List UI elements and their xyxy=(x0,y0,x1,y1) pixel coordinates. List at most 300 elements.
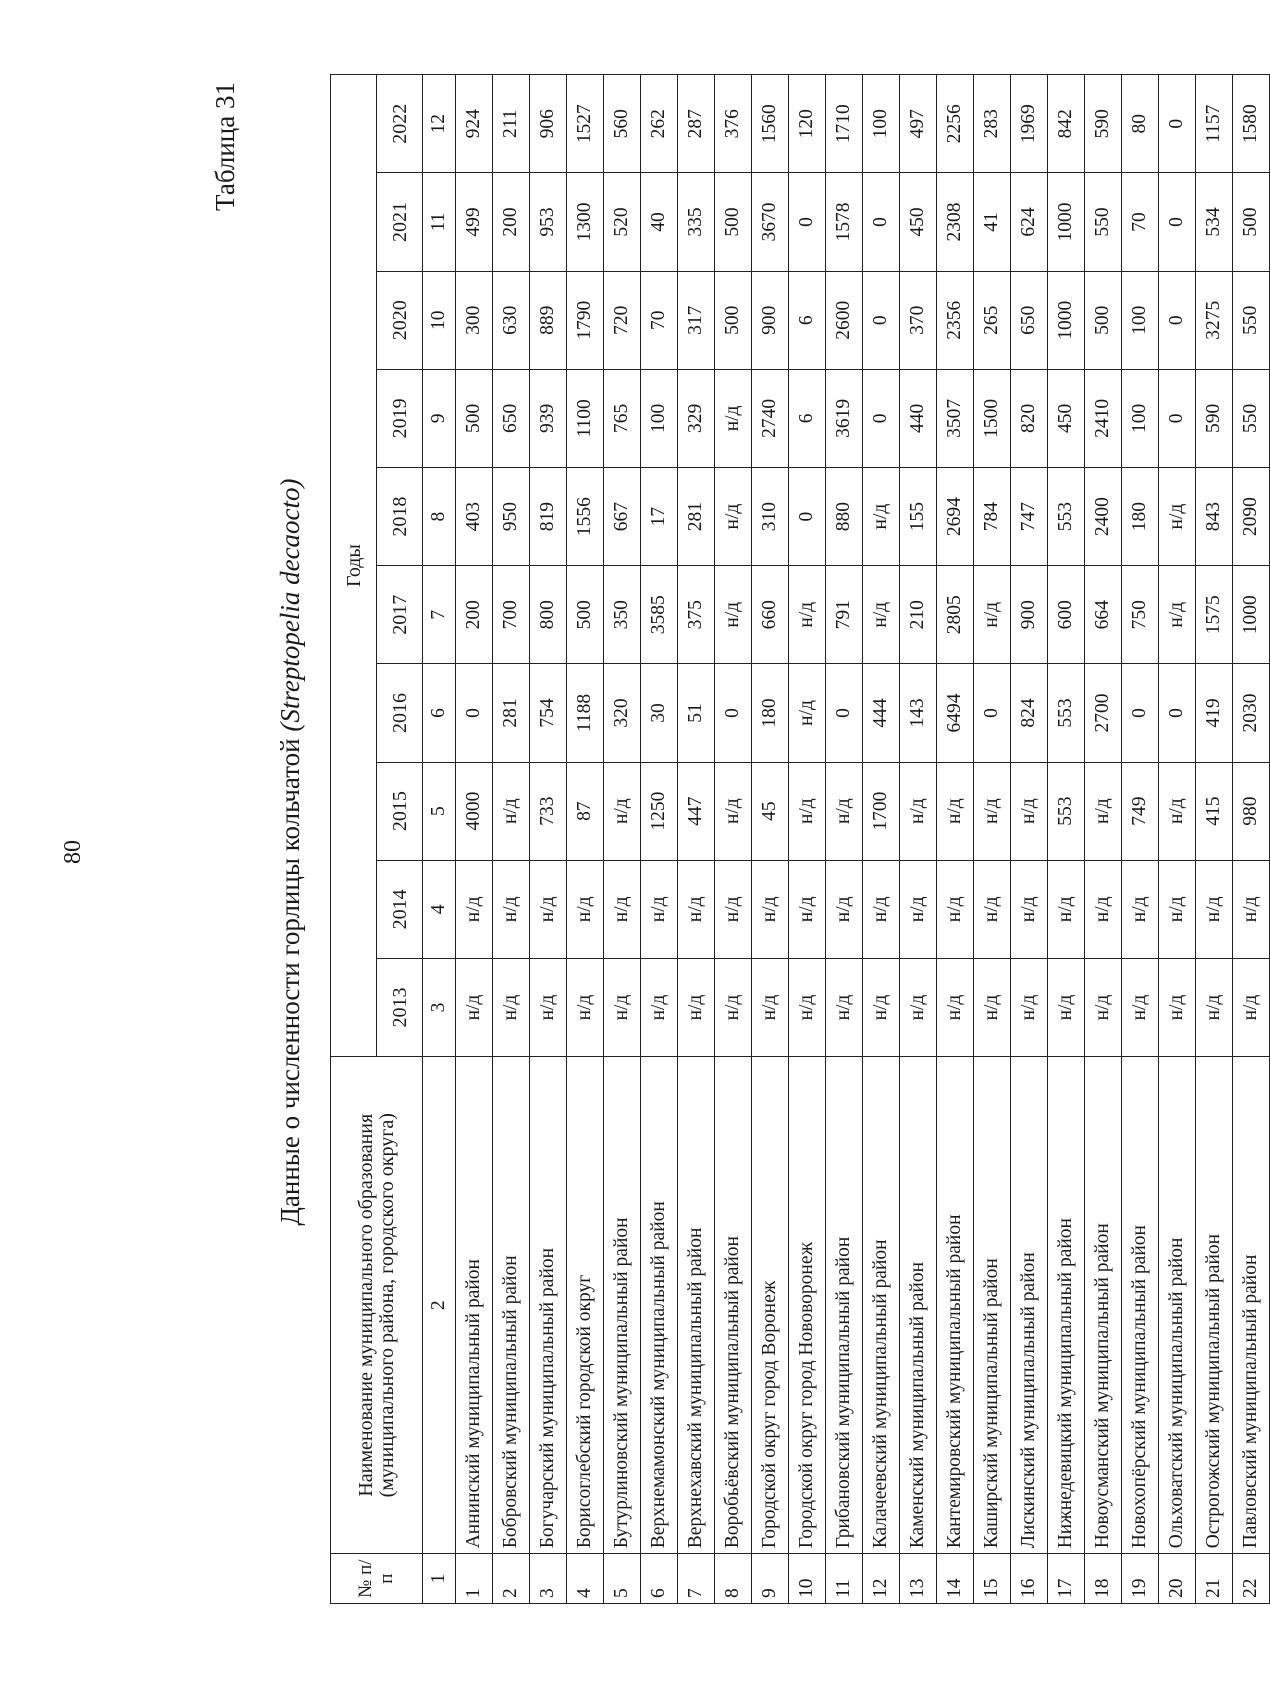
value-cell: н/д xyxy=(826,762,863,860)
table-body xyxy=(423,75,1270,1604)
value-cell: 950 xyxy=(493,468,530,566)
value-cell: 900 xyxy=(752,271,789,369)
value-cell: 520 xyxy=(604,173,641,271)
table-title xyxy=(275,60,306,1644)
value-cell: 791 xyxy=(826,566,863,664)
row-number-cell: 9 xyxy=(752,1554,789,1604)
value-cell: 2256 xyxy=(937,75,974,173)
value-cell: 750 xyxy=(1122,566,1159,664)
value-cell: 500 xyxy=(456,369,493,467)
table-header-row xyxy=(331,75,377,1604)
value-cell: 329 xyxy=(678,369,715,467)
row-number-cell: 16 xyxy=(1011,1554,1048,1604)
value-cell: 51 xyxy=(678,664,715,762)
value-cell: 419 xyxy=(1196,664,1233,762)
header-year: 2019 xyxy=(377,369,423,467)
value-cell: 3670 xyxy=(752,173,789,271)
value-cell: 630 xyxy=(493,271,530,369)
value-cell: 370 xyxy=(900,271,937,369)
table-row xyxy=(1196,75,1233,1604)
value-cell: 120 xyxy=(789,75,826,173)
row-number-cell: 3 xyxy=(530,1554,567,1604)
value-cell: 155 xyxy=(900,468,937,566)
municipality-name-cell: Нижнедевицкий муниципальный район xyxy=(1048,1057,1085,1554)
value-cell: н/д xyxy=(456,860,493,958)
value-cell: 450 xyxy=(900,173,937,271)
table-row xyxy=(604,75,641,1604)
value-cell: 800 xyxy=(530,566,567,664)
column-number-cell: 1 xyxy=(423,1554,456,1604)
value-cell: н/д xyxy=(974,958,1011,1056)
value-cell: 700 xyxy=(493,566,530,664)
value-cell: 287 xyxy=(678,75,715,173)
value-cell: 415 xyxy=(1196,762,1233,860)
value-cell: 403 xyxy=(456,468,493,566)
value-cell: 6 xyxy=(789,271,826,369)
value-cell: 553 xyxy=(1048,468,1085,566)
value-cell: н/д xyxy=(1233,860,1270,958)
value-cell: н/д xyxy=(1011,958,1048,1056)
value-cell: 553 xyxy=(1048,664,1085,762)
value-cell: 100 xyxy=(1122,369,1159,467)
value-cell: 376 xyxy=(715,75,752,173)
value-cell: 375 xyxy=(678,566,715,664)
value-cell: 0 xyxy=(863,271,900,369)
rotated-page-content xyxy=(60,60,1262,1644)
municipality-name-cell: Верхнехавский муниципальный район xyxy=(678,1057,715,1554)
value-cell: 262 xyxy=(641,75,678,173)
municipality-name-cell: Калачеевский муниципальный район xyxy=(863,1057,900,1554)
row-number-cell: 8 xyxy=(715,1554,752,1604)
municipality-name-cell: Павловский муниципальный район xyxy=(1233,1057,1270,1554)
municipality-name-cell: Городской округ город Воронеж xyxy=(752,1057,789,1554)
value-cell: н/д xyxy=(678,958,715,1056)
municipality-name-cell: Бутурлиновский муниципальный район xyxy=(604,1057,641,1554)
municipality-name-cell: Кантемировский муниципальный район xyxy=(937,1057,974,1554)
value-cell: н/д xyxy=(1122,958,1159,1056)
value-cell: 1157 xyxy=(1196,75,1233,173)
value-cell: 1969 xyxy=(1011,75,1048,173)
value-cell: 0 xyxy=(715,664,752,762)
value-cell: 0 xyxy=(456,664,493,762)
value-cell: 211 xyxy=(493,75,530,173)
value-cell: 444 xyxy=(863,664,900,762)
column-number-cell: 10 xyxy=(423,271,456,369)
value-cell: н/д xyxy=(604,958,641,1056)
value-cell: 281 xyxy=(678,468,715,566)
table-title-latin: (Streptopelia decaocto) xyxy=(275,478,305,732)
value-cell: 2694 xyxy=(937,468,974,566)
value-cell: н/д xyxy=(826,860,863,958)
value-cell: 180 xyxy=(1122,468,1159,566)
value-cell: 200 xyxy=(456,566,493,664)
row-number-cell: 7 xyxy=(678,1554,715,1604)
value-cell: 2805 xyxy=(937,566,974,664)
header-row-number: № п/п xyxy=(331,1554,423,1604)
value-cell: н/д xyxy=(567,958,604,1056)
value-cell: н/д xyxy=(493,860,530,958)
value-cell: н/д xyxy=(641,860,678,958)
value-cell: 2400 xyxy=(1085,468,1122,566)
value-cell: 1710 xyxy=(826,75,863,173)
value-cell: 100 xyxy=(1122,271,1159,369)
value-cell: 70 xyxy=(1122,173,1159,271)
table-row xyxy=(493,75,530,1604)
value-cell: 70 xyxy=(641,271,678,369)
value-cell: н/д xyxy=(937,762,974,860)
value-cell: 500 xyxy=(1233,173,1270,271)
value-cell: 1560 xyxy=(752,75,789,173)
municipality-name-cell: Острогожский муниципальный район xyxy=(1196,1057,1233,1554)
value-cell: 553 xyxy=(1048,762,1085,860)
value-cell: н/д xyxy=(789,860,826,958)
municipality-name-cell: Лискинский муниципальный район xyxy=(1011,1057,1048,1554)
row-number-cell: 5 xyxy=(604,1554,641,1604)
row-number-cell: 2 xyxy=(493,1554,530,1604)
value-cell: н/д xyxy=(715,566,752,664)
value-cell: 281 xyxy=(493,664,530,762)
value-cell: 843 xyxy=(1196,468,1233,566)
table-row xyxy=(567,75,604,1604)
value-cell: н/д xyxy=(937,860,974,958)
value-cell: 0 xyxy=(789,173,826,271)
value-cell: 0 xyxy=(789,468,826,566)
table-row xyxy=(1122,75,1159,1604)
value-cell: н/д xyxy=(863,566,900,664)
value-cell: 17 xyxy=(641,468,678,566)
municipality-name-cell: Богучарский муниципальный район xyxy=(530,1057,567,1554)
value-cell: 3507 xyxy=(937,369,974,467)
value-cell: н/д xyxy=(752,958,789,1056)
value-cell: 87 xyxy=(567,762,604,860)
value-cell: н/д xyxy=(1159,860,1196,958)
municipality-name-cell: Городской округ город Нововоронеж xyxy=(789,1057,826,1554)
row-number-cell: 14 xyxy=(937,1554,974,1604)
value-cell: 1580 xyxy=(1233,75,1270,173)
header-year: 2018 xyxy=(377,468,423,566)
row-number-cell: 11 xyxy=(826,1554,863,1604)
value-cell: 820 xyxy=(1011,369,1048,467)
column-number-cell: 2 xyxy=(423,1057,456,1554)
value-cell: н/д xyxy=(641,958,678,1056)
value-cell: 41 xyxy=(974,173,1011,271)
column-number-cell: 6 xyxy=(423,664,456,762)
value-cell: н/д xyxy=(1159,958,1196,1056)
value-cell: 560 xyxy=(604,75,641,173)
municipality-name-cell: Каширский муниципальный район xyxy=(974,1057,1011,1554)
table-row xyxy=(530,75,567,1604)
row-number-cell: 17 xyxy=(1048,1554,1085,1604)
value-cell: н/д xyxy=(1048,860,1085,958)
value-cell: 550 xyxy=(1085,173,1122,271)
value-cell: н/д xyxy=(900,860,937,958)
value-cell: 100 xyxy=(863,75,900,173)
value-cell: 447 xyxy=(678,762,715,860)
value-cell: н/д xyxy=(1011,860,1048,958)
value-cell: 906 xyxy=(530,75,567,173)
row-number-cell: 15 xyxy=(974,1554,1011,1604)
value-cell: н/д xyxy=(863,468,900,566)
municipality-name-cell: Бобровский муниципальный район xyxy=(493,1057,530,1554)
municipality-name-cell: Грибановский муниципальный район xyxy=(826,1057,863,1554)
value-cell: 819 xyxy=(530,468,567,566)
value-cell: 300 xyxy=(456,271,493,369)
row-number-cell: 6 xyxy=(641,1554,678,1604)
value-cell: 0 xyxy=(1159,664,1196,762)
value-cell: 550 xyxy=(1233,271,1270,369)
header-year: 2013 xyxy=(377,958,423,1056)
value-cell: 1000 xyxy=(1048,271,1085,369)
header-years: Годы xyxy=(331,75,377,1057)
value-cell: 4000 xyxy=(456,762,493,860)
municipality-name-cell: Верхнемамонский муниципальный район xyxy=(641,1057,678,1554)
value-cell: 80 xyxy=(1122,75,1159,173)
value-cell: н/д xyxy=(789,762,826,860)
value-cell: 0 xyxy=(863,173,900,271)
value-cell: 0 xyxy=(1159,369,1196,467)
value-cell: 1500 xyxy=(974,369,1011,467)
value-cell: 900 xyxy=(1011,566,1048,664)
value-cell: 1100 xyxy=(567,369,604,467)
table-row xyxy=(1048,75,1085,1604)
value-cell: 0 xyxy=(863,369,900,467)
value-cell: 590 xyxy=(1085,75,1122,173)
value-cell: 3585 xyxy=(641,566,678,664)
table-row xyxy=(1085,75,1122,1604)
value-cell: 143 xyxy=(900,664,937,762)
value-cell: 317 xyxy=(678,271,715,369)
value-cell: н/д xyxy=(1048,958,1085,1056)
value-cell: 534 xyxy=(1196,173,1233,271)
value-cell: 2090 xyxy=(1233,468,1270,566)
value-cell: н/д xyxy=(752,860,789,958)
column-number-cell: 3 xyxy=(423,958,456,1056)
value-cell: н/д xyxy=(900,958,937,1056)
row-number-cell: 21 xyxy=(1196,1554,1233,1604)
value-cell: н/д xyxy=(715,762,752,860)
value-cell: 210 xyxy=(900,566,937,664)
value-cell: н/д xyxy=(1085,958,1122,1056)
table-number: Таблица 31 xyxy=(210,82,240,211)
value-cell: 450 xyxy=(1048,369,1085,467)
value-cell: н/д xyxy=(1085,860,1122,958)
value-cell: н/д xyxy=(530,860,567,958)
value-cell: 650 xyxy=(493,369,530,467)
value-cell: 45 xyxy=(752,762,789,860)
header-year: 2017 xyxy=(377,566,423,664)
value-cell: 350 xyxy=(604,566,641,664)
row-number-cell: 18 xyxy=(1085,1554,1122,1604)
table-row xyxy=(1233,75,1270,1604)
row-number-cell: 22 xyxy=(1233,1554,1270,1604)
value-cell: н/д xyxy=(678,860,715,958)
header-year: 2020 xyxy=(377,271,423,369)
municipality-name-cell: Борисоглебский городской округ xyxy=(567,1057,604,1554)
column-number-cell: 12 xyxy=(423,75,456,173)
table-row xyxy=(752,75,789,1604)
value-cell: 2600 xyxy=(826,271,863,369)
municipality-name-cell: Ольховатский муниципальный район xyxy=(1159,1057,1196,1554)
value-cell: н/д xyxy=(863,958,900,1056)
value-cell: н/д xyxy=(1233,958,1270,1056)
value-cell: 40 xyxy=(641,173,678,271)
value-cell: 3619 xyxy=(826,369,863,467)
value-cell: 1527 xyxy=(567,75,604,173)
value-cell: н/д xyxy=(715,860,752,958)
value-cell: 100 xyxy=(641,369,678,467)
value-cell: 720 xyxy=(604,271,641,369)
column-number-cell: 7 xyxy=(423,566,456,664)
column-number-cell: 8 xyxy=(423,468,456,566)
value-cell: 310 xyxy=(752,468,789,566)
value-cell: н/д xyxy=(493,762,530,860)
header-year: 2015 xyxy=(377,762,423,860)
value-cell: н/д xyxy=(789,566,826,664)
value-cell: 1000 xyxy=(1048,173,1085,271)
value-cell: 1578 xyxy=(826,173,863,271)
value-cell: 590 xyxy=(1196,369,1233,467)
value-cell: н/д xyxy=(937,958,974,1056)
value-cell: 2308 xyxy=(937,173,974,271)
value-cell: 0 xyxy=(1159,75,1196,173)
value-cell: 1300 xyxy=(567,173,604,271)
value-cell: 2410 xyxy=(1085,369,1122,467)
value-cell: 660 xyxy=(752,566,789,664)
page-number: 80 xyxy=(60,840,86,864)
municipality-name-cell: Новохопёрский муниципальный район xyxy=(1122,1057,1159,1554)
value-cell: н/д xyxy=(715,958,752,1056)
value-cell: н/д xyxy=(604,860,641,958)
value-cell: н/д xyxy=(974,762,1011,860)
value-cell: 2030 xyxy=(1233,664,1270,762)
municipality-name-cell: Воробьёвский муниципальный район xyxy=(715,1057,752,1554)
value-cell: н/д xyxy=(715,468,752,566)
value-cell: 200 xyxy=(493,173,530,271)
row-number-cell: 20 xyxy=(1159,1554,1196,1604)
value-cell: н/д xyxy=(604,762,641,860)
value-cell: н/д xyxy=(789,664,826,762)
value-cell: н/д xyxy=(530,958,567,1056)
column-number-cell: 9 xyxy=(423,369,456,467)
value-cell: 980 xyxy=(1233,762,1270,860)
table-row xyxy=(974,75,1011,1604)
value-cell: 924 xyxy=(456,75,493,173)
value-cell: 2356 xyxy=(937,271,974,369)
value-cell: 1000 xyxy=(1233,566,1270,664)
value-cell: 824 xyxy=(1011,664,1048,762)
municipality-name-cell: Новоусманский муниципальный район xyxy=(1085,1057,1122,1554)
value-cell: 30 xyxy=(641,664,678,762)
column-number-cell: 11 xyxy=(423,173,456,271)
value-cell: 1575 xyxy=(1196,566,1233,664)
value-cell: н/д xyxy=(1011,762,1048,860)
value-cell: 1556 xyxy=(567,468,604,566)
value-cell: 624 xyxy=(1011,173,1048,271)
value-cell: 497 xyxy=(900,75,937,173)
value-cell: 0 xyxy=(974,664,1011,762)
value-cell: 283 xyxy=(974,75,1011,173)
value-cell: 0 xyxy=(826,664,863,762)
table-row xyxy=(1159,75,1196,1604)
value-cell: 842 xyxy=(1048,75,1085,173)
value-cell: 500 xyxy=(567,566,604,664)
value-cell: 499 xyxy=(456,173,493,271)
value-cell: 747 xyxy=(1011,468,1048,566)
value-cell: 600 xyxy=(1048,566,1085,664)
column-numbers-row xyxy=(423,75,456,1604)
value-cell: н/д xyxy=(567,860,604,958)
value-cell: н/д xyxy=(1159,762,1196,860)
value-cell: н/д xyxy=(1196,860,1233,958)
value-cell: н/д xyxy=(1122,860,1159,958)
header-year: 2016 xyxy=(377,664,423,762)
value-cell: 784 xyxy=(974,468,1011,566)
value-cell: 500 xyxy=(1085,271,1122,369)
value-cell: н/д xyxy=(1159,468,1196,566)
row-number-cell: 19 xyxy=(1122,1554,1159,1604)
table-row xyxy=(641,75,678,1604)
value-cell: 1188 xyxy=(567,664,604,762)
value-cell: 320 xyxy=(604,664,641,762)
value-cell: н/д xyxy=(900,762,937,860)
value-cell: 1250 xyxy=(641,762,678,860)
value-cell: н/д xyxy=(1085,762,1122,860)
value-cell: н/д xyxy=(493,958,530,1056)
table-row xyxy=(826,75,863,1604)
value-cell: 1700 xyxy=(863,762,900,860)
table-row xyxy=(678,75,715,1604)
municipality-name-cell: Аннинский муниципальный район xyxy=(456,1057,493,1554)
value-cell: 765 xyxy=(604,369,641,467)
value-cell: н/д xyxy=(456,958,493,1056)
table-title-main: Данные о численности горлицы кольчатой xyxy=(275,738,305,1226)
row-number-cell: 10 xyxy=(789,1554,826,1604)
value-cell: 6 xyxy=(789,369,826,467)
municipality-name-cell: Каменский муниципальный район xyxy=(900,1057,937,1554)
value-cell: 0 xyxy=(1159,173,1196,271)
value-cell: 500 xyxy=(715,271,752,369)
table-row xyxy=(937,75,974,1604)
value-cell: н/д xyxy=(974,860,1011,958)
table-row xyxy=(789,75,826,1604)
value-cell: 664 xyxy=(1085,566,1122,664)
value-cell: 2700 xyxy=(1085,664,1122,762)
column-number-cell: 5 xyxy=(423,762,456,860)
value-cell: 889 xyxy=(530,271,567,369)
value-cell: н/д xyxy=(863,860,900,958)
header-year: 2021 xyxy=(377,173,423,271)
value-cell: 0 xyxy=(1122,664,1159,762)
table-row xyxy=(900,75,937,1604)
value-cell: н/д xyxy=(974,566,1011,664)
table-row xyxy=(1011,75,1048,1604)
value-cell: 953 xyxy=(530,173,567,271)
table-row xyxy=(456,75,493,1604)
value-cell: н/д xyxy=(715,369,752,467)
value-cell: 880 xyxy=(826,468,863,566)
value-cell: 754 xyxy=(530,664,567,762)
row-number-cell: 12 xyxy=(863,1554,900,1604)
value-cell: 265 xyxy=(974,271,1011,369)
value-cell: 1790 xyxy=(567,271,604,369)
value-cell: 6494 xyxy=(937,664,974,762)
value-cell: 0 xyxy=(1159,271,1196,369)
value-cell: 3275 xyxy=(1196,271,1233,369)
value-cell: 733 xyxy=(530,762,567,860)
value-cell: н/д xyxy=(789,958,826,1056)
value-cell: 749 xyxy=(1122,762,1159,860)
value-cell: н/д xyxy=(1196,958,1233,1056)
